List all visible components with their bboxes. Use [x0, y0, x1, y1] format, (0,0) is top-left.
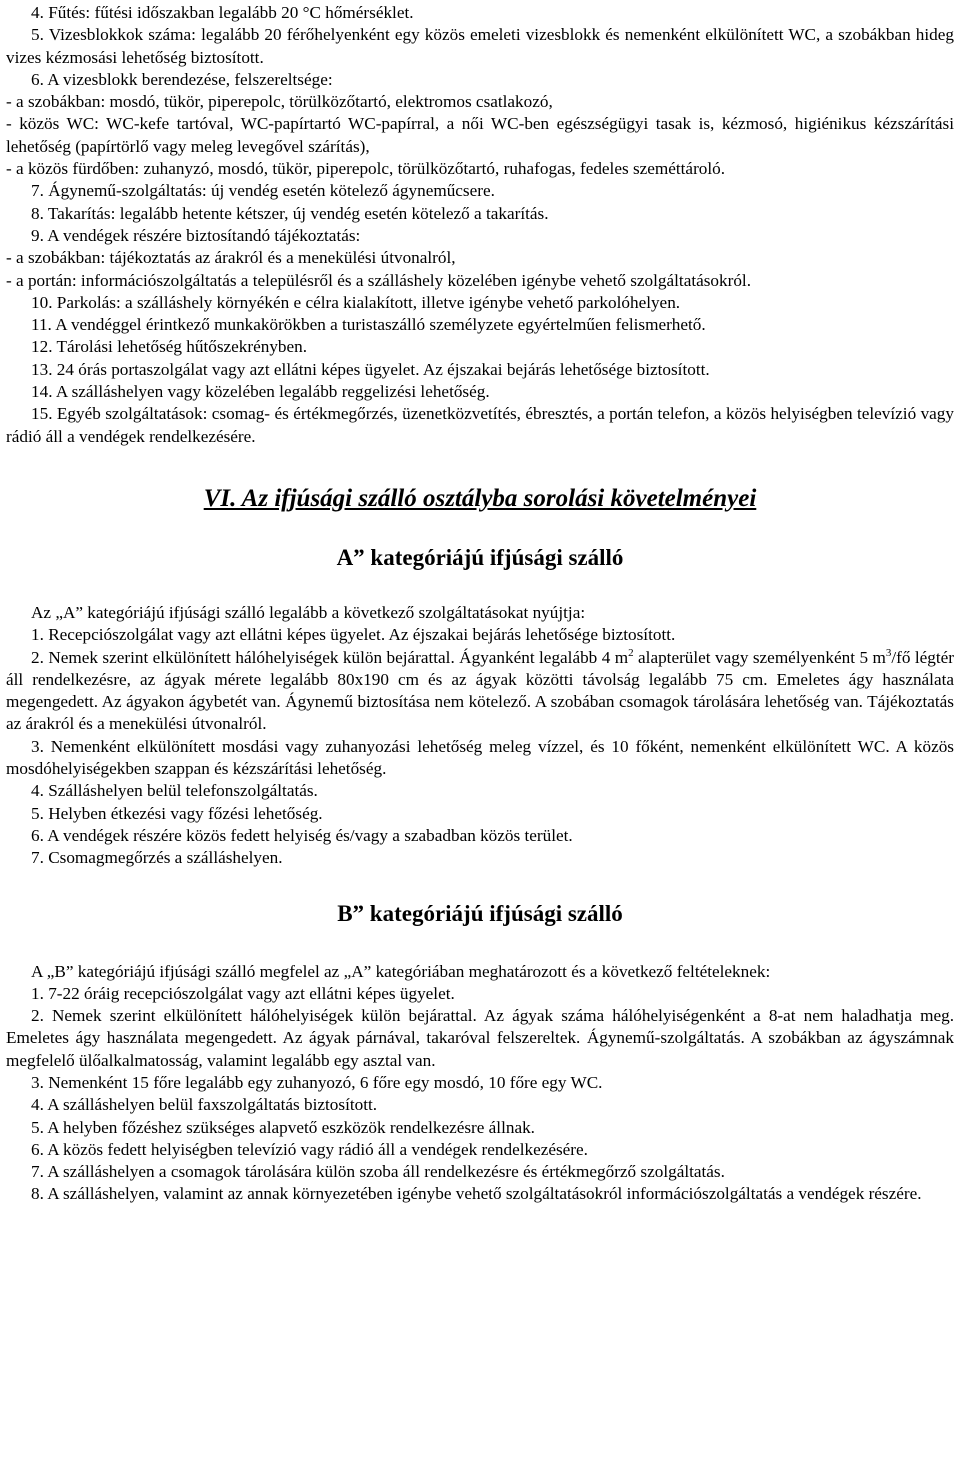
list-item: 5. A helyben főzéshez szükséges alapvető eszközök rendelkezésre állnak.	[31, 1117, 535, 1137]
list-item: 11. A vendéggel érintkező munkakörökben a turistaszálló személyzete egyértelműen felismerhető.	[31, 315, 706, 335]
list-item: 4. A szálláshelyen belül faxszolgáltatás biztosított.	[31, 1095, 378, 1115]
turistaszallo-requirements-list	[6, 2, 954, 448]
category-b-heading: B” kategóriájú ifjúsági szálló	[337, 900, 623, 926]
list-item: 15. Egyéb szolgáltatások: csomag- és értékmegőrzés, üzenetközvetítés, ébresztés, a portán telefon, a közös helyiségben televízió vagy rádió áll a vendégek rendelkezésére.	[6, 404, 954, 446]
list-item: - a portán: információszolgáltatás a településről és a szálláshely közelében igénybe vehető szolgáltatásokról.	[6, 270, 751, 290]
superscript: 3	[885, 646, 892, 659]
list-item-text: /fő légtér áll rendelkezésre, az ágyak mérete legalább 80x190 cm és az ágyak közötti távolság legalább 75 cm. Emeletes ágy használata megengedett. Az ágyakon ágybetét van. Ágynemű biztosítása nem kötelező. A szobában csomagok tárolására lehetőség van. Tájékoztatás az árakról és a menekülési útvonalról.	[6, 647, 955, 734]
superscript: 2	[628, 646, 634, 659]
list-item: 8. A szálláshelyen, valamint az annak környezetében igénybe vehető szolgáltatásokról információszolgáltatás a vendégek részére.	[31, 1184, 922, 1204]
list-item: 9. A vendégek részére biztosítandó tájékoztatás:	[31, 225, 361, 245]
list-item: 4. Szálláshelyen belül telefonszolgáltatás.	[31, 781, 318, 801]
list-item: 14. A szálláshelyen vagy közelében legalább reggelizési lehetőség.	[31, 382, 490, 402]
list-item: 6. A vendégek részére közös fedett helyiség és/vagy a szabadban közös terület.	[31, 825, 573, 845]
list-item: 3. Nemenként 15 főre legalább egy zuhanyozó, 6 főre egy mosdó, 10 főre egy WC.	[31, 1072, 603, 1092]
list-item: - a közös fürdőben: zuhanyzó, mosdó, tükör, piperepolc, törülközőtartó, ruhafogas, fedeles szeméttároló.	[6, 159, 726, 179]
list-item: 8. Takarítás: legalább hetente kétszer, új vendég esetén kötelező a takarítás.	[31, 203, 549, 223]
list-item: 2. Nemek szerint elkülönített hálóhelyiségek külön bejárattal. Az ágyak száma hálóhelyiségenként a 8-at nem haladhatja meg. Emeletes ágy használata megengedett. Az ágyak párnával, takaróval felszereltek. Ágynemű-szolgáltatás. A szobákban az ágyszámnak megfelelő ülőalkalmatosság, valamint legalább egy asztal van.	[6, 1006, 954, 1070]
category-a-intro: Az „A” kategóriájú ifjúsági szálló legalább a következő szolgáltatásokat nyújtja:	[31, 602, 586, 622]
list-item: 3. Nemenként elkülönített mosdási vagy zuhanyozási lehetőség meleg vízzel, és 10 főként, nemenként elkülönített WC. A közös mosdóhelyiségekben szappan és kézszárítási lehetőség.	[6, 736, 954, 779]
list-item: - közös WC: WC-kefe tartóval, WC-papírtartó WC-papírral, a női WC-ben egészségügyi tasak is, kézmosó, higiénikus kézszárítási lehetőség (papírtörlő vagy meleg levegővel szárítás),	[6, 114, 954, 156]
list-item: 6. A közös fedett helyiségben televízió vagy rádió áll a vendégek rendelkezésére.	[31, 1139, 588, 1159]
category-a-heading: A” kategóriájú ifjúsági szálló	[336, 544, 624, 570]
list-item: 1. 7-22 óráig recepciószolgálat vagy azt ellátni képes ügyelet.	[31, 983, 455, 1003]
list-item: 5. Vizesblokkok száma: legalább 20 férőhelyenként egy közös emeleti vizesblokk és nemenként elkülönített WC, a szobákban hideg vizes kézmosási lehetőség biztosított.	[6, 25, 954, 67]
list-item: 6. A vizesblokk berendezése, felszereltsége:	[31, 69, 333, 89]
list-item: 13. 24 órás portaszolgálat vagy azt ellátni képes ügyelet. Az éjszakai bejárás lehetősége biztosított.	[31, 359, 710, 379]
list-item: - a szobákban: mosdó, tükör, piperepolc, törülközőtartó, elektromos csatlakozó,	[6, 92, 553, 112]
list-item: 10. Parkolás: a szálláshely környékén e célra kialakított, illetve igénybe vehető parkolóhelyen.	[31, 292, 681, 312]
list-item	[6, 647, 954, 736]
list-item: 12. Tárolási lehetőség hűtőszekrényben.	[31, 337, 308, 357]
category-b-intro: A „B” kategóriájú ifjúsági szálló megfelel az „A” kategóriában meghatározott és a következő feltételeknek:	[31, 961, 771, 981]
list-item: 7. A szálláshelyen a csomagok tárolására külön szoba áll rendelkezésre és értékmegőrző szolgáltatás.	[31, 1162, 725, 1182]
section-heading: VI. Az ifjúsági szálló osztályba sorolási követelményei	[203, 484, 757, 512]
list-item: - a szobákban: tájékoztatás az árakról és a menekülési útvonalról,	[6, 248, 456, 268]
list-item-text: alapterület vagy személyenként 5 m	[633, 647, 886, 667]
list-item: 5. Helyben étkezési vagy főzési lehetőség.	[31, 803, 323, 823]
list-item-text: 2. Nemek szerint elkülönített hálóhelyiségek külön bejárattal. Ágyanként legalább 4 m	[31, 647, 629, 667]
list-item: 7. Csomagmegőrzés a szálláshelyen.	[31, 848, 283, 868]
list-item: 4. Fűtés: fűtési időszakban legalább 20 °C hőmérséklet.	[31, 3, 414, 22]
list-item: 1. Recepciószolgálat vagy azt ellátni képes ügyelet. Az éjszakai bejárás lehetősége biztosított.	[31, 625, 676, 645]
list-item: 7. Ágynemű-szolgáltatás: új vendég esetén kötelező ágyneműcsere.	[31, 181, 495, 201]
